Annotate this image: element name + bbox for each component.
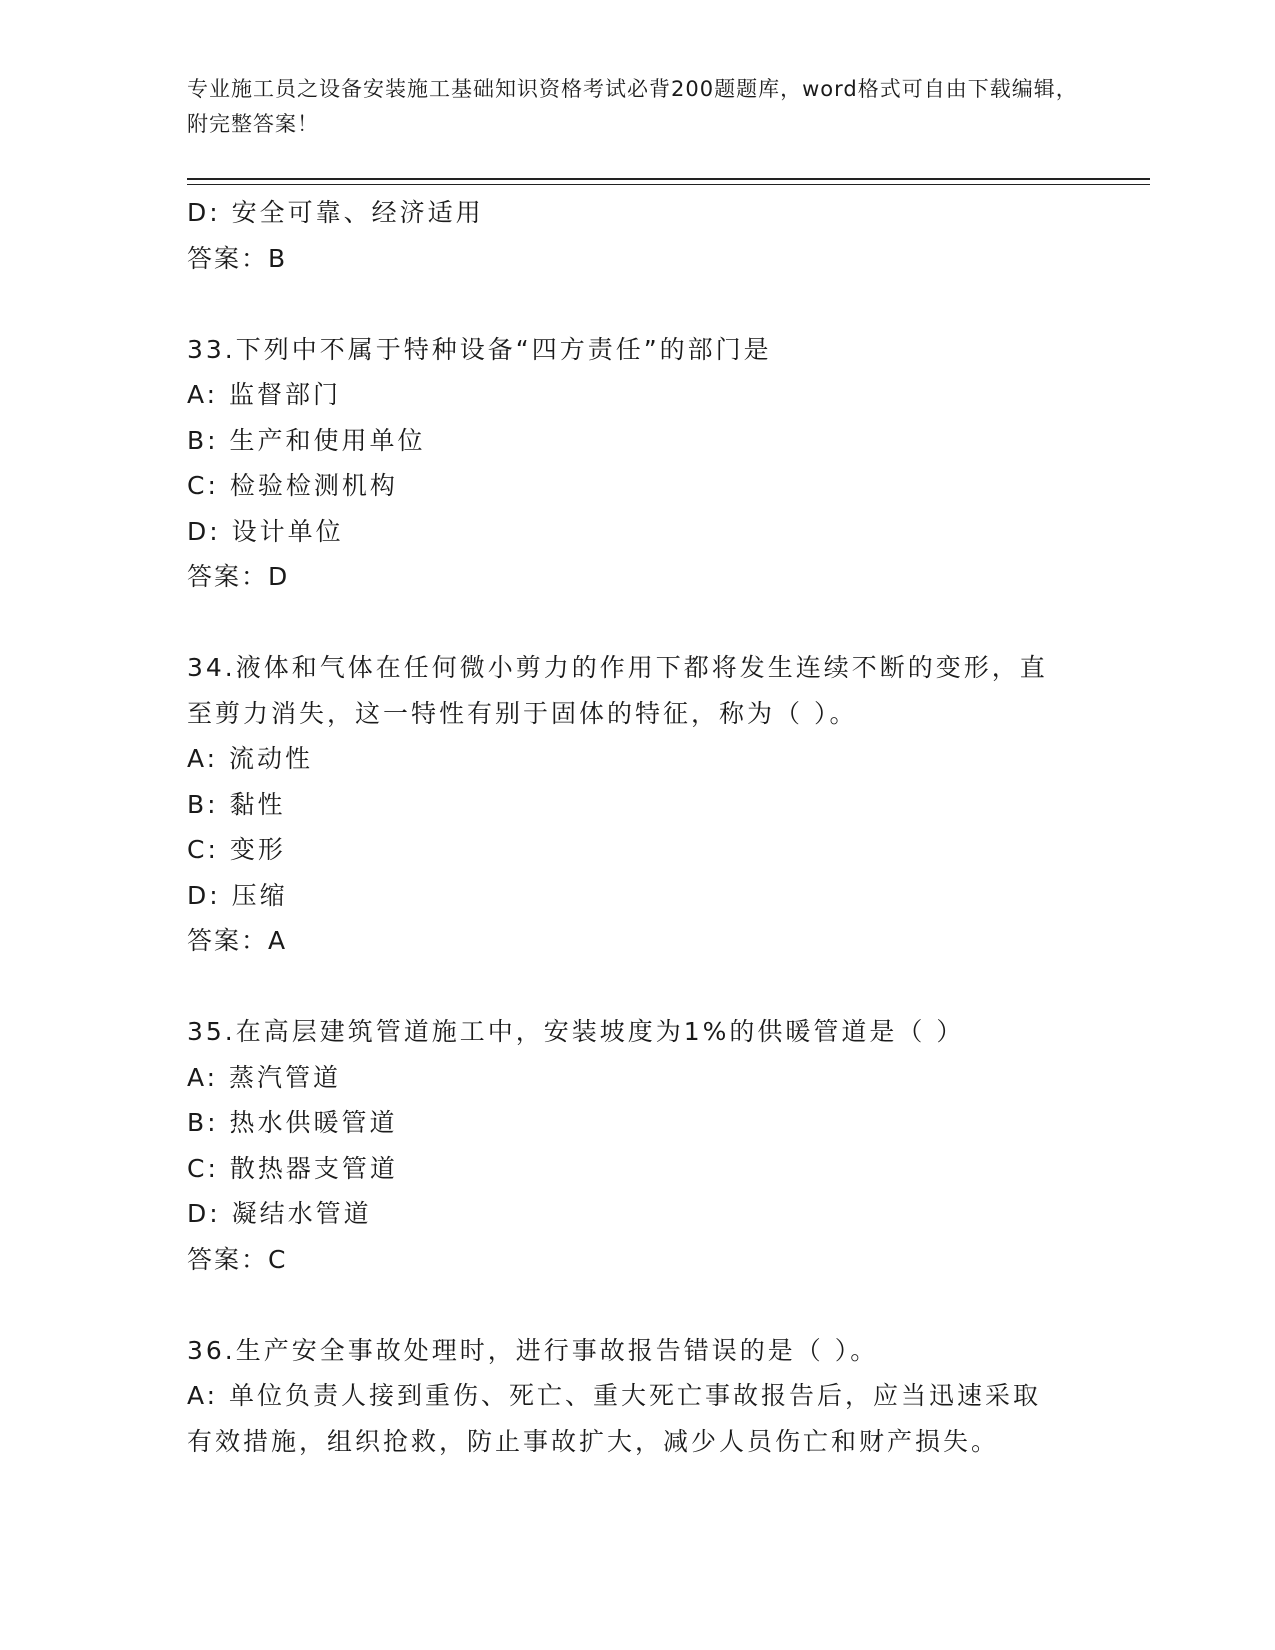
option-d: D: 压缩	[187, 880, 288, 910]
question-text: 34.液体和气体在任何微小剪力的作用下都将发生连续不断的变形，直至剪力消失，这一特性有别于固体的特征，称为（ ）。	[187, 653, 1048, 728]
option-a: A: 监督部门	[187, 380, 342, 409]
question-35	[187, 1009, 1087, 1282]
answer: 答案：D	[187, 562, 290, 591]
question-34	[187, 645, 1087, 964]
question-33	[187, 327, 1087, 600]
spacer	[187, 1282, 1087, 1328]
question-text: 36.生产安全事故处理时，进行事故报告错误的是（ ）。	[187, 1335, 879, 1365]
spacer	[187, 281, 1087, 327]
option-a: A: 流动性	[187, 744, 314, 773]
document-header-title: 专业施工员之设备安装施工基础知识资格考试必背200题题库，word格式可自由下载编辑，附完整答案！	[187, 77, 1078, 136]
option-b: B: 黏性	[187, 789, 286, 819]
carryover-option-d: D: 安全可靠、经济适用	[187, 198, 484, 227]
header-divider-thin	[187, 184, 1150, 185]
option-d: D: 设计单位	[187, 516, 344, 546]
spacer	[187, 600, 1087, 646]
question-text: 35.在高层建筑管道施工中，安装坡度为1%的供暖管道是（ ）	[187, 1017, 965, 1046]
question-content	[187, 190, 1087, 1464]
option-a: A: 蒸汽管道	[187, 1062, 342, 1092]
option-c: C: 检验检测机构	[187, 471, 398, 500]
option-d: D: 凝结水管道	[187, 1199, 372, 1228]
option-b: B: 生产和使用单位	[187, 425, 426, 455]
answer: 答案：C	[187, 1244, 288, 1274]
option-c: C: 变形	[187, 835, 286, 864]
answer: 答案：A	[187, 926, 288, 955]
option-c: C: 散热器支管道	[187, 1153, 398, 1183]
spacer	[187, 964, 1087, 1010]
carryover-answer: 答案：B	[187, 243, 288, 273]
question-text: 33.下列中不属于特种设备“四方责任”的部门是	[187, 334, 772, 364]
header-divider-thick	[187, 178, 1150, 180]
option-a: A: 单位负责人接到重伤、死亡、重大死亡事故报告后，应当迅速采取有效措施，组织抢救，防止事故扩大，减少人员伤亡和财产损失。	[187, 1381, 1042, 1456]
option-b: B: 热水供暖管道	[187, 1108, 398, 1137]
question-36	[187, 1328, 1087, 1465]
